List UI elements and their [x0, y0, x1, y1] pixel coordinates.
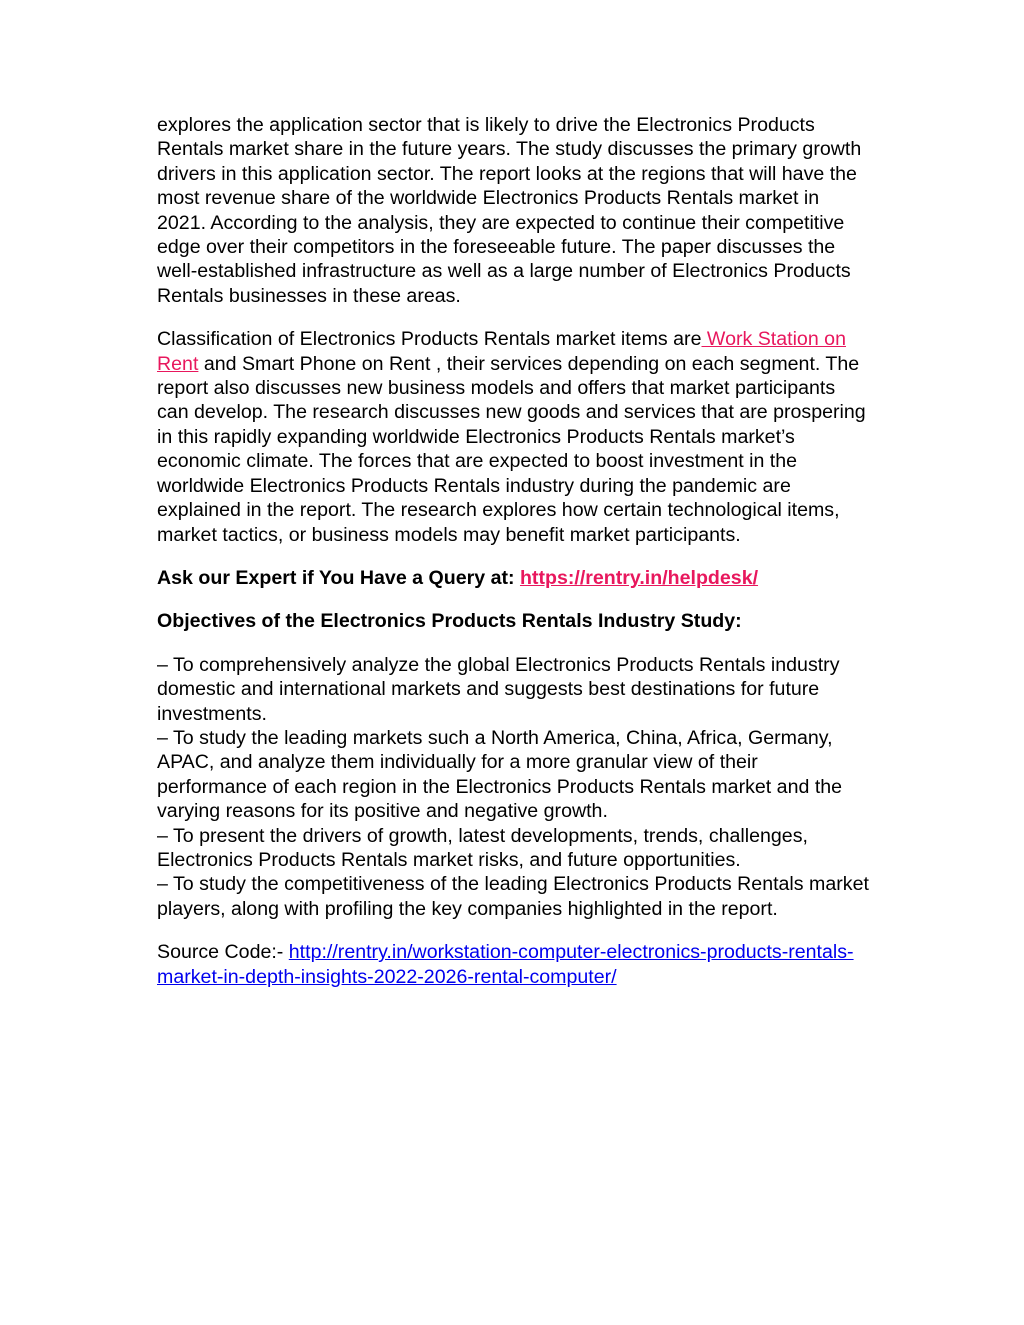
objective-item: – To present the drivers of growth, latest developments, trends, challenges, Electronics Products Rentals market risks, and future opportunities.	[157, 824, 808, 871]
objective-item: – To study the leading markets such a North America, China, Africa, Germany, APAC, and analyze them individually for a more granular view of their performance of each region in the Electronics Products Rentals market and the varying reasons for its positive and negative growth.	[157, 726, 843, 823]
classification-text-start: Classification of Electronics Products Rentals market items are	[157, 328, 702, 351]
document-page	[157, 113, 869, 1008]
source-label: Source Code:-	[157, 941, 289, 964]
classification-text-end: and Smart Phone on Rent , their services depending on each segment. The report also discusses new business models and offers that market participants can develop. The research discusses new goods and services that are prospering in this rapidly expanding worldwide Electronics Products Rentals market’s economic climate. The forces that are expected to boost investment in the worldwide Electronics Products Rentals industry during the pandemic are explained in the report. The research explores how certain technological items, market tactics, or business models may benefit market participants.	[157, 352, 866, 546]
objective-item: – To study the competitiveness of the leading Electronics Products Rentals market players, along with profiling the key companies highlighted in the report.	[157, 873, 869, 920]
intro-paragraph: explores the application sector that is likely to drive the Electronics Products Rentals market share in the future years. The study discusses the primary growth drivers in this application sector. The report looks at the regions that will have the most revenue share of the worldwide Electronics Products Rentals market in 2021. According to the analysis, they are expected to continue their competitive edge over their competitors in the foreseeable future. The paper discusses the well-established infrastructure as well as a large number of Electronics Products Rentals businesses in these areas.	[157, 114, 862, 307]
objectives-heading: Objectives of the Electronics Products Rentals Industry Study:	[157, 610, 742, 633]
work-station-on-rent-link[interactable]: Work Station on Rent	[157, 328, 846, 375]
source-line	[157, 940, 869, 989]
objectives-list	[157, 653, 869, 921]
helpdesk-link[interactable]: https://rentry.in/helpdesk/	[519, 566, 759, 589]
source-link[interactable]: http://rentry.in/workstation-computer-electronics-products-rentals-market-in-depth-insights-2022-2026-rental-computer/	[157, 941, 854, 988]
ask-expert-line	[157, 566, 869, 590]
classification-paragraph	[157, 327, 869, 547]
objective-item: – To comprehensively analyze the global Electronics Products Rentals industry domestic and international markets and suggests best destinations for future investments.	[157, 653, 840, 725]
ask-expert-label: Ask our Expert if You Have a Query at:	[157, 566, 520, 589]
